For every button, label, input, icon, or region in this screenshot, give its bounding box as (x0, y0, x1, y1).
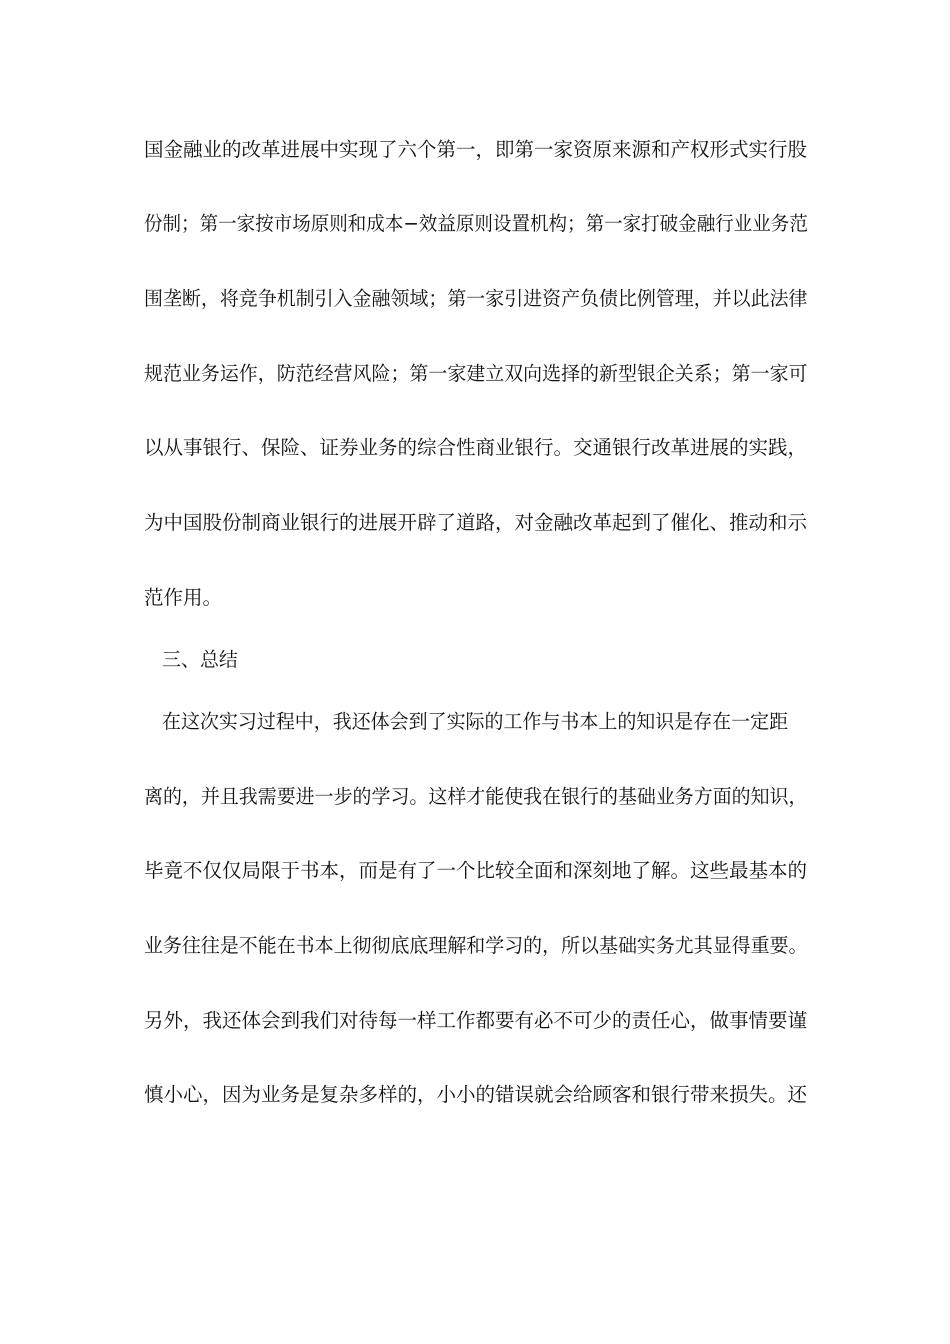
body-text-line: 范作用。 (144, 586, 223, 609)
body-text-line: 毕竟不仅仅局限于书本，而是有了一个比较全面和深刻地了解。这些最基本的 (144, 859, 808, 882)
body-text-line: 份制；第一家按市场原则和成本−效益原则设置机构；第一家打破金融行业业务范 (144, 212, 808, 235)
body-text-line: 另外，我还体会到我们对待每一样工作都要有必不可少的责任心，做事情要谨 (144, 1009, 808, 1032)
body-text-line: 以从事银行、保险、证券业务的综合性商业银行。交通银行改革进展的实践， (144, 436, 808, 459)
section-heading: 三、总结 (162, 648, 238, 671)
body-text-line: 慎小心，因为业务是复杂多样的，小小的错误就会给顾客和银行带来损失。还 (144, 1083, 808, 1106)
body-text-line: 业务往往是不能在书本上彻彻底底理解和学习的，所以基础实务尤其显得重要。 (144, 934, 808, 957)
body-text-line: 围垄断，将竞争机制引入金融领域；第一家引进资产负债比例管理，并以此法律 (144, 287, 808, 310)
body-text-line: 国金融业的改革进展中实现了六个第一，即第一家资原来源和产权形式实行股 (144, 138, 808, 161)
body-text-line: 在这次实习过程中，我还体会到了实际的工作与书本上的知识是存在一定距 (162, 710, 789, 733)
body-text-line: 离的，并且我需要进一步的学习。这样才能使我在银行的基础业务方面的知识， (144, 785, 808, 808)
body-text-line: 为中国股份制商业银行的进展开辟了道路，对金融改革起到了催化、推动和示 (144, 511, 808, 534)
body-text-line: 规范业务运作，防范经营风险；第一家建立双向选择的新型银企关系；第一家可 (144, 362, 808, 385)
